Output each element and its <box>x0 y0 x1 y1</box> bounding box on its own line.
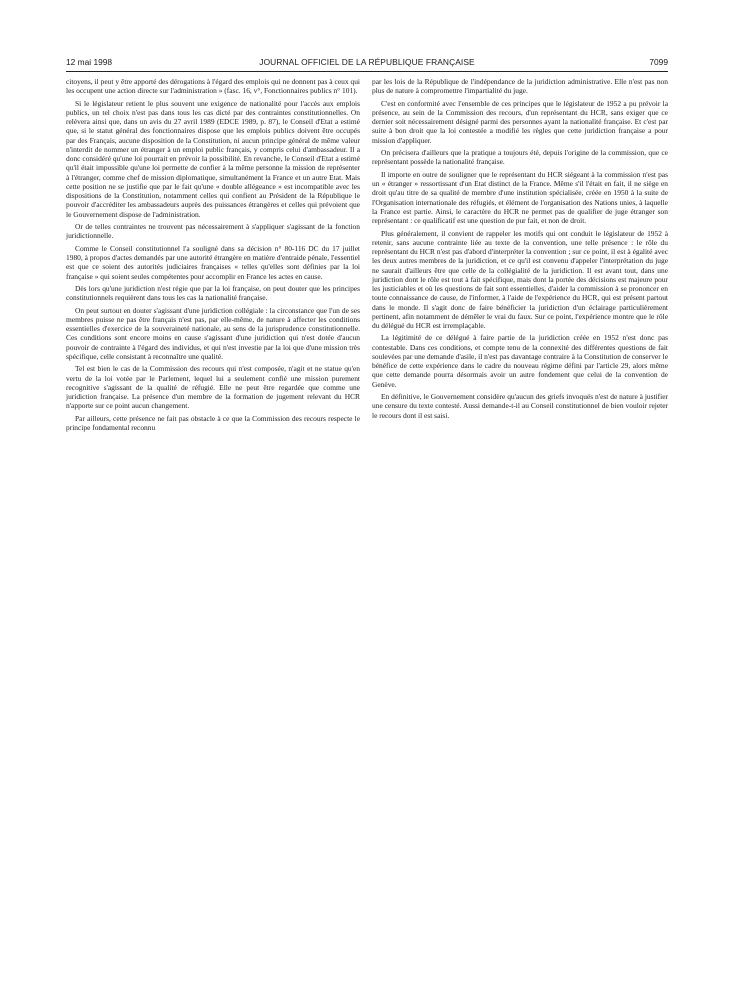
paragraph: La légitimité de ce délégué à faire partie de la juridiction créée en 1952 n'est donc pas contestable. Dans ces conditions, et compte tenu de la connexité des différentes questions de fait soulevées par une demande d'asile, il n'est pas davantage contraire à la Constitution de conserver le bénéfice de cette expérience dans le cadre du nouveau régime défini par l'article 29, alors même que cette demande pourra désormais avoir un autre fondement que celui de la convention de Genève. <box>372 333 668 389</box>
paragraph: Tel est bien le cas de la Commission des recours qui n'est composée, n'agit et ne statue qu'en vertu de la loi votée par le Parlement, lequel lui a seulement confié une mission purement recognitive s'agissant de la qualité de réfugié. Elle ne peut être regardée que comme une juridiction française. La présence d'un membre de la formation de jugement relevant du HCR n'apporte sur ce point aucun changement. <box>66 364 360 411</box>
paragraph: Comme le Conseil constitutionnel l'a souligné dans sa décision n° 80-116 DC du 17 juillet 1980, à propos d'actes demandés par une autorité étrangère en matière d'entraide pénale, l'essentiel est que ce soient des autorités judiciaires françaises « telles qu'elles sont définies par la loi française » qui soient seules compétentes pour accomplir en France les actes en cause. <box>66 243 360 281</box>
right-column <box>372 77 668 423</box>
paragraph: Il importe en outre de souligner que le représentant du HCR siégeant à la commission n'est pas un « étranger » ressortissant d'un Etat distinct de la France. Même s'il l'était en fait, il ne siège en droit qu'au titre de sa qualité de membre d'une institution spécialisée, créée en 1950 à la suite de l'Organisation internationale des réfugiés, et élément de l'organisation des Nations unies, à laquelle la France est partie. Ainsi, le caractère du HCR ne permet pas de qualifier de juge étranger son représentant : ce qualificatif est une question de pur fait, et non de droit. <box>372 169 668 226</box>
paragraph: Par ailleurs, cette présence ne fait pas obstacle à ce que la Commission des recours respecte le principe fondamental reconnu <box>66 413 360 433</box>
paragraph: Plus généralement, il convient de rappeler les motifs qui ont conduit le législateur de 1952 à retenir, sans aucune contrainte liée au texte de la convention, une telle présence : le rôle du représentant du HCR n'est pas d'abord d'interpréter la convention ; sur ce point, il est à égalité avec les deux autres membres de la juridiction, et ce qu'il est convenu d'appeler l'interprétation du juge ne saurait d'ailleurs être que celle de la collégialité de la juridiction. Il est avant tout, dans une juridiction dont le rôle est tout à fait spécifique, mais dont la portée des décisions est majeure pour les justiciables et où les questions de fait sont essentielles, d'aider la commission à se prononcer en toute connaissance de cause, de l'informer, à l'aide de l'expérience du HCR, qui est présent partout dans le monde. Il s'agit donc de faire bénéficier la juridiction d'un éclairage particulièrement pertinent, afin notamment de démêler le vrai du faux. Sur ce point, l'expérience montre que le rôle du délégué du HCR est irremplaçable. <box>372 228 668 330</box>
left-column <box>66 77 360 436</box>
paragraph: En définitive, le Gouvernement considère qu'aucun des griefs invoqués n'est de nature à justifier une censure du texte contesté. Aussi demande-t-il au Conseil constitutionnel de bien vouloir rejeter le recours dont il est saisi. <box>372 392 668 420</box>
paragraph: On peut surtout en douter s'agissant d'une juridiction collégiale : la circonstance que l'un de ses membres puisse ne pas être français n'est pas, par elle-même, de nature à affecter les conditions essentielles d'exercice de la souveraineté nationale, au sens de la jurisprudence constitutionnelle. Ces conditions sont encore moins en cause s'agissant d'une juridiction qui n'est dotée d'aucun pouvoir de contrainte à l'égard des individus, et qui n'est investie par la loi que d'une mission très spécifique, celle consistant à reconnaître une qualité. <box>66 305 360 361</box>
paragraph: citoyens, il peut y être apporté des dérogations à l'égard des emplois qui ne donnent pas à ceux qui les occupent une action directe sur l'administration » (fasc. 16, v°, Fonctionnaires publics n° 101). <box>66 77 360 96</box>
paragraph: On précisera d'ailleurs que la pratique a toujours été, depuis l'origine de la commission, que ce représentant possède la nationalité française. <box>372 148 668 167</box>
page-header <box>66 57 668 71</box>
page-number: 7099 <box>649 57 668 67</box>
header-rule <box>66 71 668 72</box>
paragraph: Dès lors qu'une juridiction n'est régie que par la loi française, on peut douter que les principes constitutionnels requièrent dans tous les cas la nationalité française. <box>66 284 360 303</box>
paragraph: C'est en conformité avec l'ensemble de ces principes que le législateur de 1952 a pu prévoir la présence, au sein de la Commission des recours, d'un représentant du HCR, sans exiger que ce dernier soit nécessairement désigné parmi des personnes ayant la nationalité française. Et c'est par suite à bon droit que la loi contestée a modifié les règles que cette juridiction française a pour mission d'appliquer. <box>372 98 668 145</box>
paragraph: Si le législateur retient le plus souvent une exigence de nationalité pour l'accès aux emplois publics, un tel choix n'est pas dans tous les cas dicté par des contraintes constitutionnelles. On relèvera ainsi que, dans un avis du 27 avril 1989 (EDCE 1989, p. 87), le Conseil d'Etat a estimé que, si le statut général des fonctionnaires dispose que les emplois publics doivent être occupés par des Français, aucune disposition de la Constitution, ni aucun principe général de même valeur n'interdit de nommer un étranger à un emploi public français, y compris celui d'ambassadeur. Il a donc considéré qu'une loi pourrait en prévoir la possibilité. En revanche, le Conseil d'Etat a estimé qu'il était impossible qu'une loi permette de confier à la même personne la mission de représenter à l'étranger, comme chef de mission diplomatique, simultanément la France et un autre Etat. Mais cette position ne se justifie que par le fait qu'une « double allégeance » est incompatible avec les dispositions de la Constitution, notamment celles qui confient au Président de la République le pouvoir d'accréditer les ambassadeurs auprès des puissances étrangères et celles qui prévoient que le Gouvernement dispose de l'administration. <box>66 98 360 219</box>
header-date: 12 mai 1998 <box>66 57 113 67</box>
paragraph: par les lois de la République de l'indépendance de la juridiction administrative. Elle n'est pas non plus de nature à compromettre l'impartialité du juge. <box>372 77 668 96</box>
journal-title: JOURNAL OFFICIEL DE LA RÉPUBLIQUE FRANÇAISE <box>259 57 475 67</box>
paragraph: Or de telles contraintes ne trouvent pas nécessairement à s'appliquer s'agissant de la fonction juridictionnelle. <box>66 222 360 241</box>
